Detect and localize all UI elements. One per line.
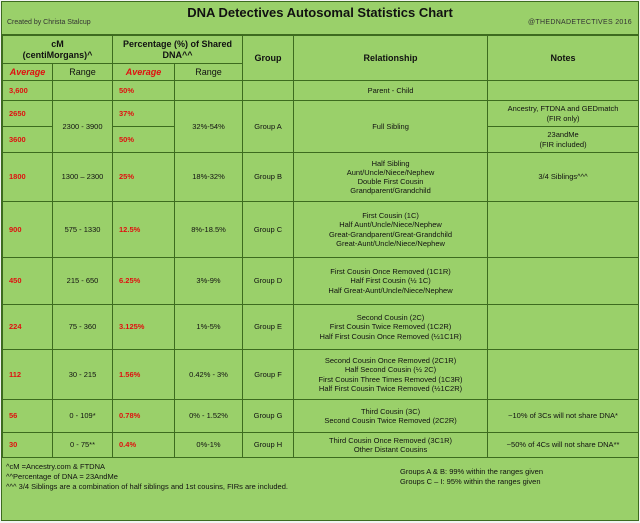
cm-range: 2300 - 3900: [53, 101, 113, 153]
cm-range: 575 - 1330: [53, 202, 113, 258]
pct-range: 18%-32%: [175, 153, 243, 202]
header-notes: Notes: [488, 36, 639, 81]
title-bar: [2, 2, 638, 35]
pct-average: 1.56%: [113, 350, 175, 400]
group-cell: Group F: [243, 350, 294, 400]
relationship-cell: Second Cousin (2C) First Cousin Twice Removed (1C2R) Half First Cousin Once Removed (½1C1R): [294, 305, 488, 350]
footnote-groups-ab: Groups A & B: 99% within the ranges given: [400, 467, 544, 476]
cm-average: 3600: [3, 127, 53, 153]
relationship-cell: First Cousin Once Removed (1C1R) Half First Cousin (½ 1C) Half Great-Aunt/Uncle/Niece/Nephew: [294, 258, 488, 305]
page-title: DNA Detectives Autosomal Statistics Chart: [187, 5, 453, 20]
table-row: [3, 81, 639, 101]
cm-range: 215 - 650: [53, 258, 113, 305]
notes-cell: 23andMe (FIR included): [488, 127, 639, 153]
pct-average: 37%: [113, 101, 175, 127]
footnote-cm: ^cM =Ancestry.com & FTDNA: [6, 462, 106, 471]
footer-left: [6, 462, 288, 491]
group-cell: Group B: [243, 153, 294, 202]
table-row: [3, 202, 639, 258]
notes-cell: [488, 350, 639, 400]
table-row: [3, 258, 639, 305]
cm-average: 2650: [3, 101, 53, 127]
pct-average: 50%: [113, 127, 175, 153]
cm-average: 3,600: [3, 81, 53, 101]
table-row: [3, 305, 639, 350]
header-cm: cM (centiMorgans)^: [3, 36, 113, 64]
table-row: [3, 153, 639, 202]
pct-average: 3.125%: [113, 305, 175, 350]
header-cm-range: Range: [53, 64, 113, 81]
group-cell: Group D: [243, 258, 294, 305]
table-row: [3, 400, 639, 433]
notes-cell: Ancestry, FTDNA and GEDmatch (FIR only): [488, 101, 639, 127]
pct-average: 25%: [113, 153, 175, 202]
table-row: [3, 433, 639, 458]
notes-cell: [488, 81, 639, 101]
pct-average: 50%: [113, 81, 175, 101]
cm-average: 224: [3, 305, 53, 350]
header-pct-range: Range: [175, 64, 243, 81]
cm-range: [53, 81, 113, 101]
cm-average: 56: [3, 400, 53, 433]
cm-range: 0 - 75**: [53, 433, 113, 458]
cm-range: 75 - 360: [53, 305, 113, 350]
pct-range: 0% - 1.52%: [175, 400, 243, 433]
cm-range: 30 - 215: [53, 350, 113, 400]
notes-cell: [488, 305, 639, 350]
cm-average: 112: [3, 350, 53, 400]
credit-text: Created by Christa Stalcup: [7, 19, 91, 26]
pct-average: 6.25%: [113, 258, 175, 305]
table-row: [3, 101, 639, 127]
relationship-cell: Second Cousin Once Removed (2C1R) Half Second Cousin (½ 2C) First Cousin Three Times Removed (1C3R) Half First Cousin Twice Removed (½1C2R): [294, 350, 488, 400]
footnote-groups-ci: Groups C – I: 95% within the ranges given: [400, 476, 541, 486]
relationship-cell: Half Sibling Aunt/Uncle/Niece/Nephew Double First Cousin Grandparent/Grandchild: [294, 153, 488, 202]
footnote-siblings: ^^^ 3/4 Siblings are a combination of half siblings and 1st cousins, FIRs are included.: [6, 481, 288, 491]
handle-text: @THEDNADETECTIVES 2016: [528, 19, 632, 26]
cm-average: 1800: [3, 153, 53, 202]
cm-average: 30: [3, 433, 53, 458]
group-cell: Group C: [243, 202, 294, 258]
pct-range: 0%-1%: [175, 433, 243, 458]
pct-range: 1%-5%: [175, 305, 243, 350]
notes-cell: ~50% of 4Cs will not share DNA**: [488, 433, 639, 458]
notes-cell: [488, 258, 639, 305]
group-cell: [243, 81, 294, 101]
table-row: [3, 350, 639, 400]
pct-average: 12.5%: [113, 202, 175, 258]
footer-notes: [2, 458, 638, 502]
cm-range: 0 - 109*: [53, 400, 113, 433]
header-percentage: Percentage (%) of Shared DNA^^: [113, 36, 243, 64]
relationship-cell: Third Cousin (3C) Second Cousin Twice Removed (2C2R): [294, 400, 488, 433]
notes-cell: ~10% of 3Cs will not share DNA*: [488, 400, 639, 433]
header-pct-average: Average: [113, 64, 175, 81]
group-cell: Group A: [243, 101, 294, 153]
header-row: [3, 36, 639, 64]
relationship-cell: Third Cousin Once Removed (3C1R) Other Distant Cousins: [294, 433, 488, 458]
footnote-percentage: ^^Percentage of DNA = 23AndMe: [6, 471, 118, 481]
pct-range: [175, 81, 243, 101]
cm-average: 450: [3, 258, 53, 305]
notes-cell: 3/4 Siblings^^^: [488, 153, 639, 202]
notes-cell: [488, 202, 639, 258]
pct-range: 8%-18.5%: [175, 202, 243, 258]
cm-average: 900: [3, 202, 53, 258]
relationship-cell: First Cousin (1C) Half Aunt/Uncle/Niece/Nephew Great-Grandparent/Great-Grandchild Great-Aunt/Uncle/Niece/Nephew: [294, 202, 488, 258]
relationship-cell: Full Sibling: [294, 101, 488, 153]
header-relationship: Relationship: [294, 36, 488, 81]
pct-range: 3%-9%: [175, 258, 243, 305]
cm-range: 1300 – 2300: [53, 153, 113, 202]
group-cell: Group H: [243, 433, 294, 458]
statistics-chart: [1, 1, 639, 521]
footer-right: [400, 467, 543, 487]
pct-average: 0.78%: [113, 400, 175, 433]
pct-range: 32%-54%: [175, 101, 243, 153]
stats-table: [2, 35, 639, 458]
pct-average: 0.4%: [113, 433, 175, 458]
group-cell: Group G: [243, 400, 294, 433]
header-group: Group: [243, 36, 294, 81]
relationship-cell: Parent - Child: [294, 81, 488, 101]
group-cell: Group E: [243, 305, 294, 350]
header-cm-average: Average: [3, 64, 53, 81]
pct-range: 0.42% - 3%: [175, 350, 243, 400]
